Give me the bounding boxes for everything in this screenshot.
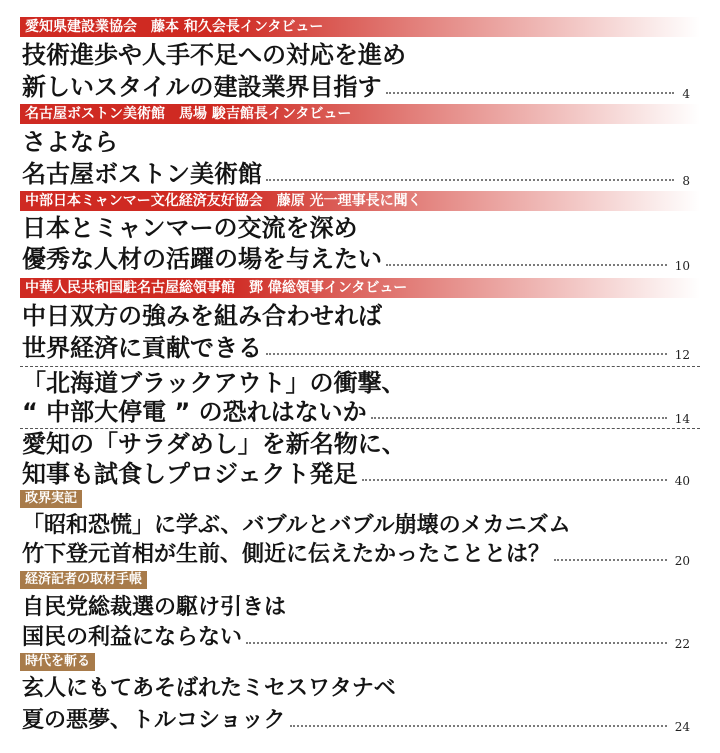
- article-title-line[interactable]: さよなら: [22, 128, 118, 156]
- article-title-line[interactable]: 愛知の「サラダめし」を新名物に、: [22, 430, 406, 458]
- article-title-text: 名古屋ボストン美術館: [22, 160, 262, 188]
- section-banner: 中部日本ミャンマー文化経済友好協会 藤原 光一理事長に聞く: [20, 191, 700, 211]
- leader-dots: [554, 558, 667, 561]
- column-tag: 政界実記: [20, 490, 82, 508]
- article-title-text: 世界経済に貢献できる: [22, 334, 262, 362]
- leader-dots: [386, 91, 675, 94]
- leader-dots: [246, 641, 667, 644]
- article-title-text: 優秀な人材の活躍の場を与えたい: [22, 245, 382, 273]
- article-title-line[interactable]: 中日双方の強みを組み合わせれば: [22, 302, 382, 330]
- article-title-line[interactable]: 「昭和恐慌」に学ぶ、バブルとバブル崩壊のメカニズム: [22, 512, 571, 538]
- page-number: 4: [682, 87, 690, 101]
- article-title-text: 夏の悪夢、トルコショック: [22, 707, 286, 733]
- dashed-divider: [20, 366, 700, 367]
- article-title-line[interactable]: 技術進歩や人手不足への対応を進め: [22, 41, 406, 69]
- page-number: 12: [674, 348, 690, 362]
- page-number: 24: [674, 720, 690, 734]
- page-number: 22: [674, 637, 690, 651]
- page-number: 8: [682, 174, 690, 188]
- page-number: 20: [674, 554, 690, 568]
- article-title-line[interactable]: 玄人にもてあそばれたミセスワタナベ: [22, 675, 396, 701]
- article-title-text: 国民の利益にならない: [22, 624, 243, 650]
- leader-dots: [371, 416, 667, 419]
- article-title-line[interactable]: 自民党総裁選の駆け引きは: [22, 594, 287, 620]
- page-number: 40: [674, 474, 690, 488]
- article-title-line[interactable]: [22, 705, 690, 735]
- leader-dots: [290, 724, 667, 727]
- page-number: 10: [674, 259, 690, 273]
- article-title-text: 知事も試食しプロジェクト発足: [22, 460, 358, 488]
- section-banner: 名古屋ボストン美術館 馬場 駿吉館長インタビュー: [20, 104, 700, 124]
- article-title-text: 新しいスタイルの建設業界目指す: [22, 73, 382, 101]
- column-tag: 経済記者の取材手帳: [20, 571, 147, 589]
- article-title-line[interactable]: [22, 72, 690, 102]
- leader-dots: [386, 263, 667, 266]
- article-title-line[interactable]: 「北海道ブラックアウト」の衝撃、: [22, 369, 406, 397]
- article-title-line[interactable]: [22, 622, 690, 652]
- leader-dots: [266, 352, 667, 355]
- article-title-line[interactable]: [22, 333, 690, 363]
- section-banner: 中華人民共和国駐名古屋総領事館 鄧 偉総領事インタビュー: [20, 278, 700, 298]
- article-title-line[interactable]: [22, 459, 690, 489]
- article-title-text: 竹下登元首相が生前、側近に伝えたかったこととは？: [22, 541, 551, 567]
- article-title-line[interactable]: [22, 244, 690, 274]
- article-title-text: “ 中部大停電 ” の恐れはないか: [22, 398, 367, 426]
- column-tag: 時代を斬る: [20, 653, 95, 671]
- article-title-line[interactable]: [22, 397, 690, 427]
- article-title-line[interactable]: [22, 159, 690, 189]
- article-title-line[interactable]: 日本とミャンマーの交流を深め: [22, 214, 358, 242]
- section-banner: 愛知県建設業協会 藤本 和久会長インタビュー: [20, 17, 700, 37]
- leader-dots: [266, 178, 674, 181]
- page-number: 14: [674, 412, 690, 426]
- article-title-line[interactable]: [22, 539, 690, 569]
- leader-dots: [362, 478, 667, 481]
